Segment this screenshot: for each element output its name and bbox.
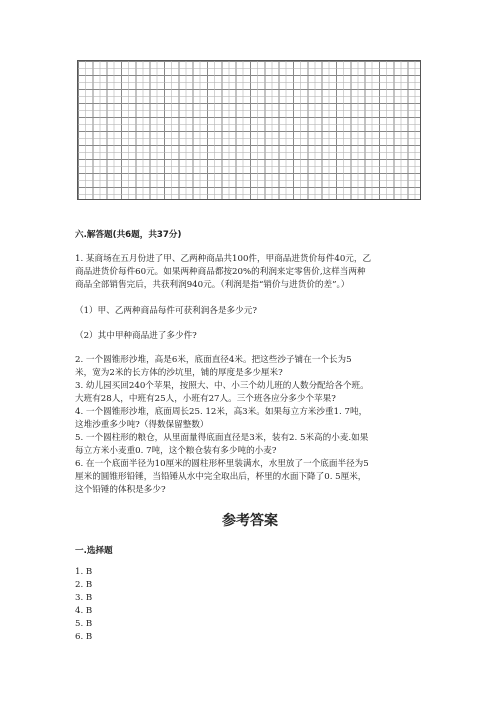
question-6-line-2: 厘米的圆锥形铅锤，当铅锤从水中完全取出后，杯里的水面下降了0. 5厘米， — [75, 472, 367, 482]
answer-item: 2. B — [75, 580, 93, 590]
answer-item: 1. B — [75, 567, 93, 577]
question-6-line-1: 6. 在一个底面半径为10厘米的圆柱形杯里装满水，水里放了一个底面半径为5 — [75, 459, 369, 469]
answers-title: 参考答案 — [222, 513, 278, 529]
question-1-sub-1: （1）甲、乙两种商品每件可获利润各是多少元? — [75, 306, 257, 316]
answer-item: 6. B — [75, 632, 93, 642]
answers-section-heading: 一.选择题 — [75, 546, 113, 556]
answer-item: 3. B — [75, 593, 93, 603]
answer-item: 5. B — [75, 619, 93, 629]
answer-item: 4. B — [75, 606, 93, 616]
question-1-line-2: 商品进货价每件60元。如果两种商品都按20%的利润来定零售价,这样当两种 — [75, 267, 366, 277]
writing-grid — [77, 60, 421, 200]
question-6-line-3: 这个铅锤的体积是多少? — [75, 485, 166, 495]
question-2-line-2: 米，宽为2米的长方体的沙坑里，铺的厚度是多少厘米? — [75, 368, 283, 378]
question-1-sub-2: （2）其中甲种商品进了多少件? — [75, 331, 197, 341]
question-3-line-2: 大班有28人，中班有25人，小班有27人。三个班各应分多少个苹果? — [75, 394, 336, 404]
question-4-line-2: 这堆沙重多少吨?（得数保留整数） — [75, 420, 209, 430]
section-heading: 六.解答题(共6题，共37分) — [75, 230, 182, 240]
question-3-line-1: 3. 幼儿园买回240个苹果，按照大、中、小三个幼儿班的人数分配给各个班。 — [75, 381, 369, 391]
question-4-line-1: 4. 一个圆锥形沙堆，底面周长25. 12米，高3米。如果每立方米沙重1. 7吨， — [75, 407, 368, 417]
question-5-line-2: 每立方米小麦重0. 7吨，这个粮仓装有多少吨的小麦? — [75, 446, 277, 456]
question-1-line-3: 商品全部销售完后，共获利润940元。（利润是指“销价与进货价的差”。） — [75, 280, 350, 290]
question-1-line-1: 1. 某商场在五月份进了甲、乙两种商品共100件，甲商品进货价每件40元，乙 — [75, 254, 372, 264]
question-2-line-1: 2. 一个圆锥形沙堆，高是6米，底面直径4米。把这些沙子铺在一个长为5 — [75, 355, 352, 365]
question-5-line-1: 5. 一个圆柱形的粮仓，从里面量得底面直径是3米，装有2. 5米高的小麦.如果 — [75, 433, 369, 443]
